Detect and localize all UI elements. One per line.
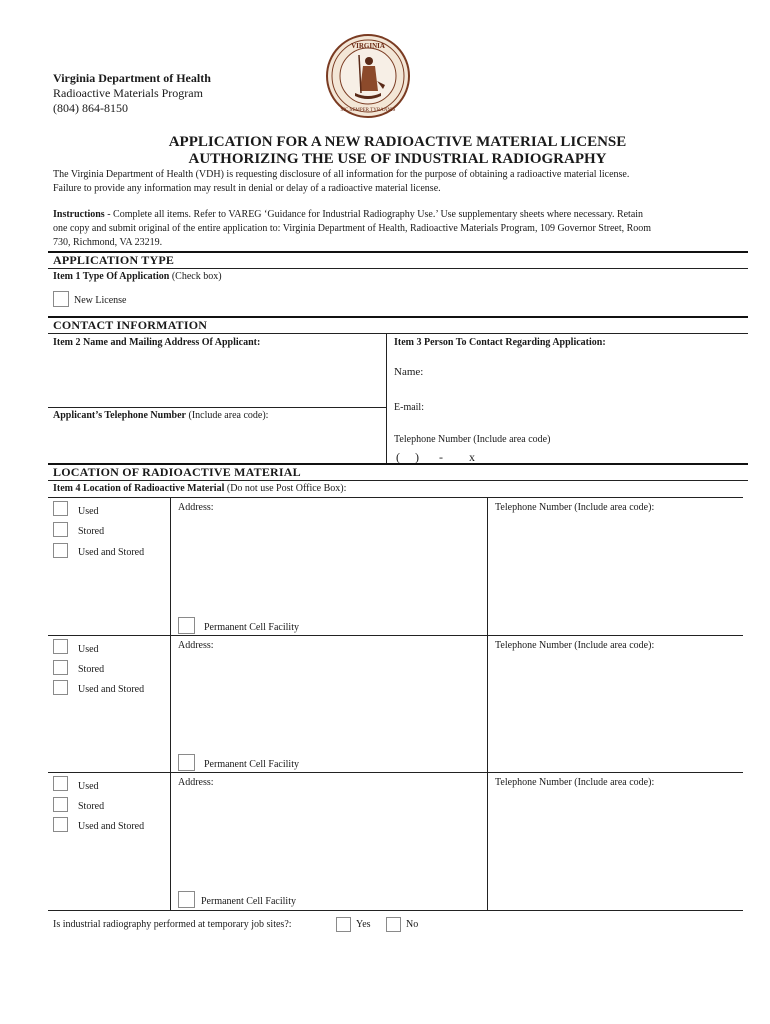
row1-phone-label: Telephone Number (Include area code): xyxy=(495,502,655,513)
temporary-sites-no-label: No xyxy=(406,919,419,930)
divider xyxy=(48,480,748,481)
divider xyxy=(48,910,743,911)
row2-phone-label: Telephone Number (Include area code): xyxy=(495,640,655,651)
new-license-checkbox[interactable] xyxy=(53,291,69,307)
form-title-line2: AUTHORIZING THE USE OF INDUSTRIAL RADIOGRAPHY xyxy=(188,151,607,167)
column-divider xyxy=(386,333,387,463)
divider xyxy=(48,268,748,269)
row2-stored-checkbox[interactable] xyxy=(53,660,68,675)
divider xyxy=(48,497,743,498)
temporary-sites-no-checkbox[interactable] xyxy=(386,917,401,932)
instructions-line1 xyxy=(53,209,643,221)
column-divider xyxy=(170,635,171,772)
form-title-line1: APPLICATION FOR A NEW RADIOACTIVE MATERIAL LICENSE xyxy=(168,134,627,150)
instructions-label: Instructions xyxy=(53,209,105,220)
row3-address-label: Address: xyxy=(178,777,214,788)
row1-used-stored-label: Used and Stored xyxy=(78,547,145,558)
divider xyxy=(48,635,743,636)
location-heading: LOCATION OF RADIOACTIVE MATERIAL xyxy=(53,465,301,479)
virginia-seal xyxy=(325,33,411,119)
row1-stored-label: Stored xyxy=(78,526,105,537)
instructions-text1: - Complete all items. Refer to VAREG ‘Guidance for Industrial Radiography Use.’ Use supplementary sheets where necessary. Retain xyxy=(104,209,644,220)
seal-top-text: VIRGINIA xyxy=(351,42,385,50)
program-phone: (804) 864-8150 xyxy=(53,101,128,115)
row2-stored-label: Stored xyxy=(78,664,105,675)
temporary-sites-yes-label: Yes xyxy=(356,919,371,930)
applicant-phone-hint: (Include area code): xyxy=(185,410,269,421)
row3-used-stored-label: Used and Stored xyxy=(78,821,145,832)
seal-bottom-text: SIC SEMPER TYRANNIS xyxy=(340,108,396,113)
row1-address-label: Address: xyxy=(178,502,214,513)
item1-label-row xyxy=(53,271,222,283)
row2-cell-facility-checkbox[interactable] xyxy=(178,754,195,771)
row3-cell-facility-label: Permanent Cell Facility xyxy=(201,896,296,907)
row3-used-checkbox[interactable] xyxy=(53,776,68,791)
disclosure-line1: The Virginia Department of Health (VDH) is requesting disclosure of all information for the purpose of obtaining a radioactive material license. xyxy=(53,169,630,180)
column-divider xyxy=(170,772,171,910)
program-name: Radioactive Materials Program xyxy=(53,86,203,100)
item2-label: Item 2 Name and Mailing Address Of Applicant: xyxy=(53,337,261,348)
contact-phone-label: Telephone Number (Include area code) xyxy=(394,434,551,445)
row1-stored-checkbox[interactable] xyxy=(53,522,68,537)
column-divider xyxy=(170,497,171,635)
row3-stored-checkbox[interactable] xyxy=(53,797,68,812)
contact-name-label: Name: xyxy=(394,366,424,378)
phone-open-paren: ( xyxy=(396,450,400,464)
row2-used-label: Used xyxy=(78,644,99,655)
row2-address-label: Address: xyxy=(178,640,214,651)
phone-dash: - xyxy=(439,450,443,464)
item1-label: Item 1 Type Of Application xyxy=(53,271,170,282)
row3-phone-label: Telephone Number (Include area code): xyxy=(495,777,655,788)
applicant-phone-row xyxy=(53,410,268,422)
disclosure-line2: Failure to provide any information may result in denial or delay of a radioactive material license. xyxy=(53,183,441,194)
row3-cell-facility-checkbox[interactable] xyxy=(178,891,195,908)
row3-stored-label: Stored xyxy=(78,801,105,812)
phone-template xyxy=(396,450,491,464)
item1-hint: (Check box) xyxy=(169,271,222,282)
row2-used-stored-label: Used and Stored xyxy=(78,684,145,695)
temporary-sites-yes-checkbox[interactable] xyxy=(336,917,351,932)
applicant-phone-label: Applicant’s Telephone Number xyxy=(53,410,186,421)
phone-close-paren: ) xyxy=(415,450,419,464)
item4-label: Item 4 Location of Radioactive Material xyxy=(53,483,225,494)
instructions-line2: one copy and submit original of the entire application to: Virginia Department of Health, Radioactive Materials Program, 109 Governor Street, Room xyxy=(53,223,652,234)
column-divider xyxy=(487,497,488,635)
phone-ext: x xyxy=(469,450,475,464)
temporary-sites-question: Is industrial radiography performed at temporary job sites?: xyxy=(53,919,292,930)
row1-cell-facility-label: Permanent Cell Facility xyxy=(204,622,299,633)
contact-heading: CONTACT INFORMATION xyxy=(53,318,208,332)
column-divider xyxy=(487,635,488,772)
divider xyxy=(48,333,748,334)
item4-label-row xyxy=(53,483,346,495)
row2-used-stored-checkbox[interactable] xyxy=(53,680,68,695)
agency-name: Virginia Department of Health xyxy=(53,71,211,85)
row1-used-checkbox[interactable] xyxy=(53,501,68,516)
application-type-heading: APPLICATION TYPE xyxy=(53,253,175,267)
row1-used-stored-checkbox[interactable] xyxy=(53,543,68,558)
new-license-label: New License xyxy=(74,295,127,306)
row1-used-label: Used xyxy=(78,506,99,517)
contact-email-label: E-mail: xyxy=(394,402,424,413)
row3-used-stored-checkbox[interactable] xyxy=(53,817,68,832)
row3-used-label: Used xyxy=(78,781,99,792)
instructions-line3: 730, Richmond, VA 23219. xyxy=(53,237,163,248)
item4-hint: (Do not use Post Office Box): xyxy=(224,483,347,494)
row2-used-checkbox[interactable] xyxy=(53,639,68,654)
row1-cell-facility-checkbox[interactable] xyxy=(178,617,195,634)
row2-cell-facility-label: Permanent Cell Facility xyxy=(204,759,299,770)
divider xyxy=(48,407,386,408)
column-divider xyxy=(487,772,488,910)
item3-label: Item 3 Person To Contact Regarding Application: xyxy=(394,337,606,348)
divider xyxy=(48,772,743,773)
